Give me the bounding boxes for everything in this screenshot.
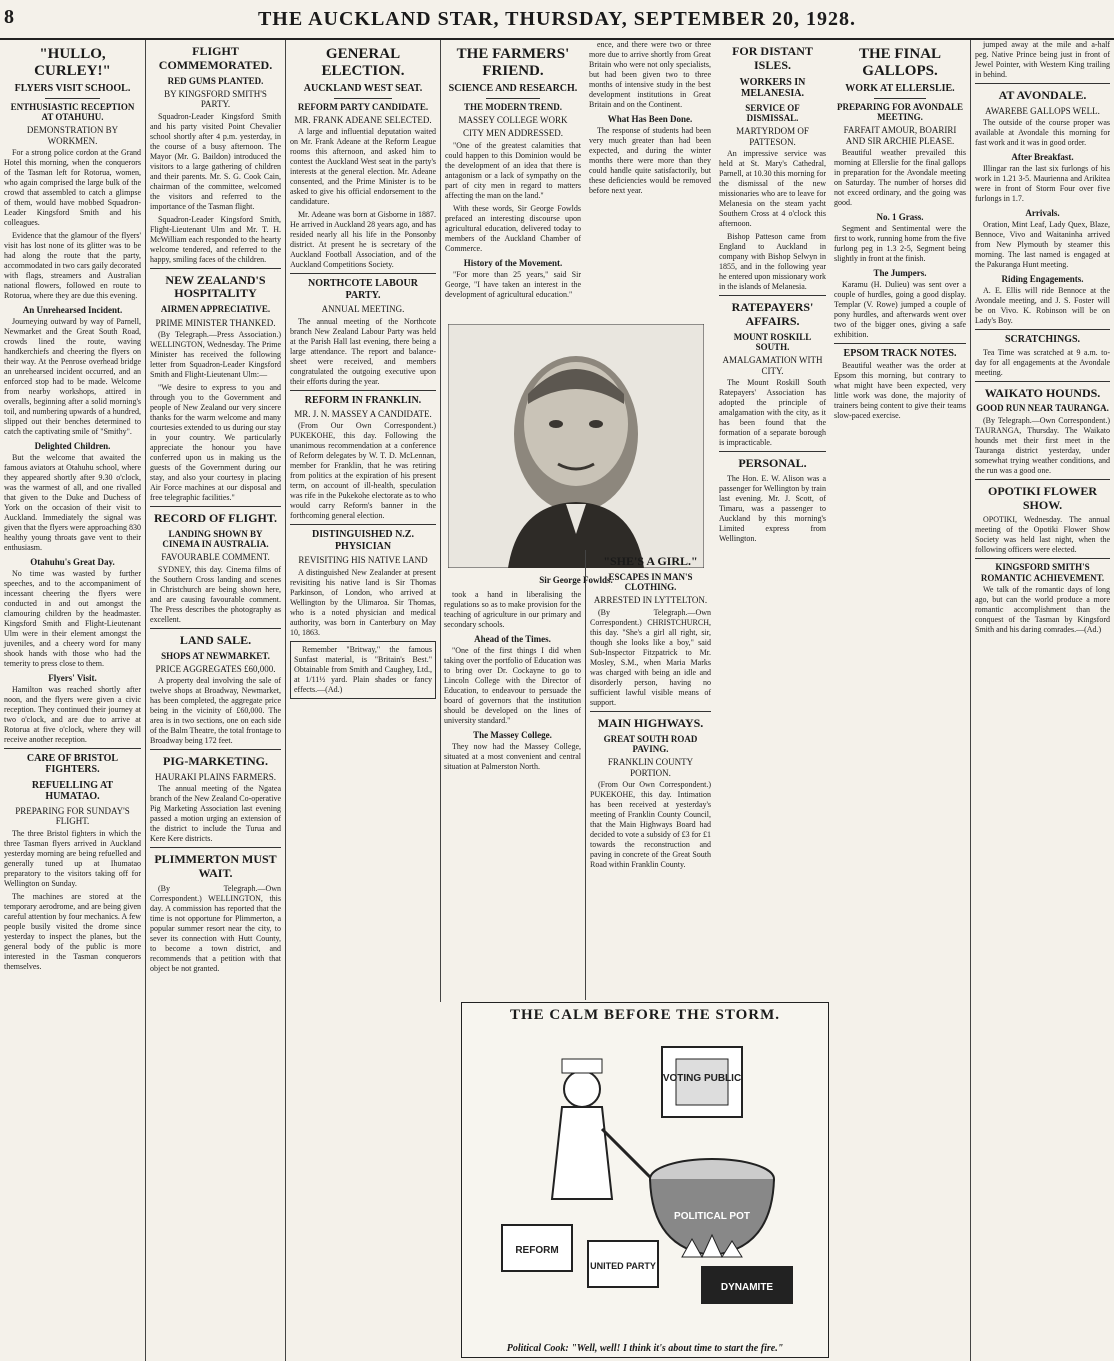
section-subhead: History of the Movement. [463, 257, 563, 268]
headline: FLIGHT COMMEMORATED. [158, 44, 273, 72]
divider [45, 98, 100, 99]
article-paragraph: The annual meeting of the Ngatea branch of the New Zealand Co-operative Pig Marketing Association last evening passed a motion urging an extension of the district to include the Turua and Kere Kere districts. [150, 784, 281, 844]
article-paragraph: (From Our Own Correspondent.) PUKEKOHE, this day. Intimation has been received at yesterday's meeting of Franklin County Council, that the Main Highways Board had decided to vote a subsidy of £3 for £1 towards the reconstruction and paving in concrete of the Great South Road within Franklin County. [590, 780, 711, 869]
headline: MAIN HIGHWAYS. [597, 715, 704, 730]
subheadline: AUCKLAND WEST SEAT. [303, 83, 423, 94]
headline: SCRATCHINGS. [1004, 334, 1081, 346]
page-number: 8 [4, 6, 14, 28]
headline: FOR DISTANT ISLES. [732, 44, 813, 72]
divider [834, 343, 966, 344]
article-paragraph: Squadron-Leader Kingsford Smith and his party visited Point Chevalier school shortly after 4 p.m. yesterday, in the course of a busy afternoon. The Mayor (Mr. G. Baildon) introduced the visitors to a large gathering of children and their parents. Mr. S. G. Cook Cain, chairman of the committee, welcomed the visitors and referred to the importance of the Tasman flight. [150, 111, 281, 211]
headline: DISTINGUISHED N.Z. PHYSICIAN [312, 529, 414, 552]
pot-label: POLITICAL POT [674, 1211, 750, 1222]
headline: NEW ZEALAND'S HOSPITALITY [165, 272, 266, 301]
subheadline: AIRMEN APPRECIATIVE. [160, 304, 271, 315]
divider [975, 381, 1110, 382]
article-paragraph: Bishop Patteson came from England to Auckland in company with Bishop Selwyn in 1855, and in the following year he entered upon missionary work in the islands of Melanesia. [719, 231, 826, 291]
political-cartoon [461, 1002, 829, 1358]
subheadline: MASSEY COLLEGE WORK [458, 114, 568, 125]
article-paragraph: No time was wasted by further speeches, and to the accompaniment of incessant cheering the flyers were conducted in and out amongst the clamouring children by the headmaster. Kingsford Smith and Flight-Lieutenant Ulm were in their element amongst the juveniles, and a cheery word for many shook hands with those who had the temerity to press close to them. [4, 568, 141, 668]
cartoon-drawing [462, 1029, 828, 1329]
subheadline: REFORM PARTY CANDIDATE. [297, 101, 429, 112]
article-paragraph: Evidence that the glamour of the flyers' visit has lost none of its glitter was to be had along the route that the party, accommodated in two cars gaily decorated with flags, streamers and Australian national flowers, followed en route to Rotorua, where they are due this evening. [4, 230, 141, 300]
section-subhead: Otahuhu's Great Day. [30, 556, 115, 567]
divider [4, 748, 141, 749]
article-paragraph: The Hon. E. W. Alison was a passenger for Wellington by train last evening. Mr. J. Scott, of Timaru, was a passenger to Auckland by this morning's Limited express from Wellington. [719, 473, 826, 543]
box-label-dynamite: DYNAMITE [720, 1282, 774, 1293]
article-paragraph: (By Telegraph.—Press Association.) WELLINGTON, Wednesday. The Prime Minister has received the following letter from Squadron-Leader Kingsford Smith and Flight-Lieutenant Ulm:— [150, 329, 281, 379]
headline: OPOTIKI FLOWER SHOW. [987, 483, 1097, 512]
subheadline: WORKERS IN MELANESIA. [739, 76, 806, 100]
article-paragraph: (By Telegraph.—Own Correspondent.) CHRISTCHURCH, this day. "She's a girl all right, sir, though she looks like a boy," said Sub-Inspector Fitzpatrick to Mr. Mosley, S.M., when Maria Marks was charged with being an idle and disorderly person, having no sufficient lawful visible means of support. [590, 607, 711, 707]
headline: PIG-MARKETING. [163, 754, 268, 769]
divider [290, 524, 436, 525]
booth-label: VOTING PUBLIC [662, 1073, 742, 1084]
subheadline: GOOD RUN NEAR TAURANGA. [976, 403, 1109, 414]
article-paragraph: But the welcome that awaited the famous aviators at Otahuhu school, where they appeared shortly after 9.30 o'clock, was the warmest of all, and one rivalled that given to the Duke and Duchess of York on the occasion of their visit to Auckland. Immediately the signal was given that the flyers were approaching 830 healthy young throats gave vent to their enthusiasm. [4, 452, 141, 552]
section-subhead: What Has Been Done. [607, 114, 693, 124]
divider [975, 558, 1110, 559]
article-paragraph: OPOTIKI, Wednesday. The annual meeting of the Opotiki Flower Show Society was held last night, when the following officers were elected. [975, 515, 1110, 555]
divider [290, 273, 436, 274]
subheadline: MR. J. N. MASSEY A CANDIDATE. [294, 409, 432, 420]
subheadline: RED GUMS PLANTED. [167, 75, 264, 86]
headline: AT AVONDALE. [998, 88, 1087, 102]
column-1 [0, 40, 145, 1361]
headline: "HULLO, CURLEY!" [34, 46, 111, 79]
masthead [0, 0, 1114, 40]
article-paragraph: A distinguished New Zealander at present revisiting his native land is Sir Thomas Parkinson, of London, who arrived at Wellington by the Ulimaroa. Sir Thomas, who is a noted physician and medical authority, was born in Canterbury on May 10, 1863. [290, 567, 436, 637]
headline: PERSONAL. [738, 455, 807, 470]
divider [719, 295, 826, 296]
headline: NORTHCOTE LABOUR PARTY. [308, 278, 418, 301]
subheadline: THE MODERN TREND. [463, 101, 563, 112]
article-paragraph: Journeying outward by way of Parnell, Newmarket and the Great South Road, crowds lined the route, waving handkerchiefs and cheering the flyers on their way. At the Penrose overhead bridge an unrehearsed incident occurred, and an enforced stop had to be made. Welcome from nearby workshops, attired in overalls, beginning after a solid morning's toil, and numbering upwards of a hundred, slipped out their benches determined to catch the captivating smile of "Smithy". [4, 316, 141, 436]
column-5-lower [585, 550, 715, 1000]
article-paragraph: Illingar ran the last six furlongs of his work in 1.21 3-5. Maurienna and Arikitea were in front of Storm Four over five furlongs in 1.7. [975, 164, 1110, 204]
article-paragraph: The outside of the course proper was available at Avondale this morning for fast work and it was in good order. [975, 118, 1110, 148]
subheadline: SCIENCE AND RESEARCH. [448, 83, 578, 94]
headline: PLIMMERTON MUST WAIT. [154, 852, 277, 881]
divider [975, 83, 1110, 84]
subheadline: REFUELLING AT HUMATAO. [31, 779, 114, 803]
subheadline: MOUNT ROSKILL SOUTH. [733, 331, 812, 352]
subheadline: DEMONSTRATION BY WORKMEN. [26, 125, 119, 146]
subheadline: FLYERS VISIT SCHOOL. [14, 83, 131, 94]
headline: EPSOM TRACK NOTES. [843, 347, 957, 359]
article-paragraph: Mr. Adeane was born at Gisborne in 1887. He arrived in Auckland 28 years ago, and has resided nearly all his life in the Ponsonby district. At present he is secretary of the Auckland Football Association, and of the Auckland Competitions Society. [290, 210, 436, 270]
article-paragraph: ence, and there were two or three more due to arrive shortly from Great Britain who were not only specialists, but had been given two to three months of intensive study in the best development institutions in Great Britain and on the Continent. [589, 40, 711, 109]
divider [874, 98, 927, 99]
article-paragraph: They now had the Massey College, situated at a most convenient and central situation at Palmerston North. [444, 742, 581, 771]
divider [486, 98, 540, 99]
article-paragraph: The three Bristol fighters in which the three Tasman flyers arrived in Auckland yesterday morning are being refuelled and generally tuned up at Ihumatao preparatory to the visitors taking off for Wellington on Sunday. [4, 828, 141, 888]
divider [590, 711, 711, 712]
article-paragraph: jumped away at the mile and a-half peg. Native Prince being just in front of Jewel Pointer, with Western King trailing in behind. [975, 40, 1110, 79]
divider [150, 268, 281, 269]
article-paragraph: For a strong police cordon at the Grand Hotel this morning, when the conquerors of the Tasman left for Rotorua, women, who again comprised the large bulk of the crowd that assembled to catch a glimpse of them, would have mobbed Squadron-Leader Kingsford Smith and his colleagues. [4, 147, 141, 227]
headline: GENERAL ELECTION. [321, 46, 405, 79]
article-paragraph: Oration, Mint Leaf, Lady Quex, Blaze, Bennoce, Vivo and Waitaninha arrived from New Plymouth by steamer this morning. The last named is engaged at the Pakuranga Hunt meeting. [975, 220, 1110, 270]
article-paragraph: The annual meeting of the Northcote branch New Zealand Labour Party was held at the Parish Hall last evening, there being a large attendance. The report and balance-sheet were received, and members congratulated the outgoing executive upon their efforts during the year. [290, 316, 436, 386]
subheadline: GREAT SOUTH ROAD PAVING. [603, 733, 698, 754]
article-paragraph: With these words, Sir George Fowlds prefaced an interesting discourse upon agricultural education, delivered today to members of the Auckland Chamber of Commerce. [445, 203, 581, 253]
subheadline: CITY MEN ADDRESSED. [463, 128, 563, 139]
article-paragraph: The response of students had been very much greater than had been expected, and during the winter months there were more than they could handle quite satisfactorily, but these deficiencies would be removed before next year. [589, 126, 711, 195]
divider [975, 479, 1110, 480]
section-subhead: After Breakfast. [1011, 152, 1074, 163]
article-paragraph: A. E. Ellis will ride Bennoce at the Avondale meeting, and J. S. Foster will be on Vivo. K. Robinson will be on Lady's Boy. [975, 286, 1110, 326]
divider [150, 847, 281, 848]
subheadline: FRANKLIN COUNTY PORTION. [607, 757, 694, 778]
divider [150, 749, 281, 750]
article-paragraph: (By Telegraph.—Own Correspondent.) TAURANGA, Thursday. The Waikato hounds met their first meet in the Tauranga district yesterday, under somewhat trying weather conditions, and the run was a good one. [975, 415, 1110, 475]
divider [975, 329, 1110, 330]
subheadline: PREPARING FOR AVONDALE MEETING. [837, 101, 963, 122]
section-subhead: Arrivals. [1025, 208, 1060, 219]
subheadline: ESCAPES IN MAN'S CLOTHING. [608, 571, 693, 593]
subheadline: AWAREBE GALLOPS WELL. [985, 105, 1100, 116]
column-4-lower [440, 590, 585, 1000]
subheadline: PREPARING FOR SUNDAY'S FLIGHT. [15, 805, 130, 827]
subheadline: MR. FRANK ADEANE SELECTED. [294, 114, 432, 125]
article-paragraph: "We desire to express to you and through you to the Government and people of New Zealand our very sincere thanks for the warm welcome and many courtesies extended to us during our stay in your country. We particularly appreciate the honour you have conferred upon us in making us the guests of the Government during our stay, and also your courtesy in placing Air Force machines at our disposal and free telegraphic facilities." [150, 382, 281, 502]
article-paragraph: An impressive service was held at St. Mary's Cathedral, Parnell, at 10.30 this morning for the dismissal of the new missionaries who are to leave for Melanesia on the steam yacht Southern Cross at 4 o'clock this afternoon. [719, 148, 826, 228]
subheadline: PRICE AGGREGATES £60,000. [155, 663, 276, 674]
section-subhead: Riding Engagements. [1001, 274, 1084, 285]
article-paragraph: Karamu (H. Dulieu) was sent over a couple of hurdles, going a good display. Templar (V. Rowe) jumped a couple of pony hurdles, and afterwards went over two of the bigger ones, giving a safe exhibition. [834, 279, 966, 339]
newspaper-title: THE AUCKLAND STAR, THURSDAY, SEPTEMBER 20, 1928. [257, 8, 857, 30]
box-label-reform: REFORM [515, 1245, 559, 1256]
article-paragraph: took a hand in liberalising the regulations so as to make provision for the teaching of agriculture in our primary and secondary schools. [444, 590, 581, 629]
subheadline: SERVICE OF DISMISSAL. [745, 102, 800, 123]
subheadline: BY KINGSFORD SMITH'S PARTY. [164, 88, 267, 110]
cartoon-caption: Political Cook: "Well, well! I think it's about time to start the fire." [506, 1343, 784, 1354]
column-3 [285, 40, 440, 1361]
article-paragraph: "One of the first things I did when taking over the portfolio of Education was to bring over Dr. Cockayne to go to Lincoln College with the Director of Education, to endeavour to persuade the board of governors that the institution should be developed on the lines of university standard." [444, 646, 581, 725]
section-subhead: The Jumpers. [873, 267, 927, 278]
subheadline: AMALGAMATION WITH CITY. [722, 355, 823, 376]
column-8 [970, 40, 1114, 1361]
subheadline: ENTHUSIASTIC RECEPTION AT OTAHUHU. [10, 101, 135, 122]
headline: THE FINAL GALLOPS. [858, 46, 942, 79]
cartoon-title: THE CALM BEFORE THE STORM. [509, 1007, 781, 1023]
subheadline: SHOPS AT NEWMARKET. [161, 650, 270, 661]
subheadline: KINGSFORD SMITH'S ROMANTIC ACHIEVEMENT. [980, 562, 1105, 583]
advertisement: We talk of the romantic days of long ago, but can the world produce a more romantic accomplishment than the conquest of the Tasman by Kingsford Smith and his daring comrades.—(Ad.) [975, 585, 1110, 635]
section-subhead: An Unrehearsed Incident. [22, 304, 123, 315]
section-subhead: No. 1 Grass. [876, 211, 924, 222]
advertisement: Remember "Britway," the famous Sunfast material, is "Britain's Best." Obtainable from Smith and Caughey, Ltd., at 1/11½ yard. Plain shades or fancy effects.—(Ad.) [290, 641, 436, 699]
headline: WAIKATO HOUNDS. [984, 385, 1101, 400]
headline: REFORM IN FRANKLIN. [304, 394, 422, 406]
subheadline: WORK AT ELLERSLIE. [845, 83, 955, 94]
column-2 [145, 40, 285, 1361]
divider [719, 451, 826, 452]
article-paragraph: A property deal involving the sale of twelve shops at Broadway, Newmarket, has been completed, the aggregate price being in the vicinity of £60,000. The area is in two sections, one on each side of the Balm Theatre, the total frontage to Broadway being 172 feet. [150, 676, 281, 746]
column-7 [830, 40, 970, 1361]
article-paragraph: The Mount Roskill South Ratepayers' Association has adopted the principle of amalgamation with the city, as it has been found that the formation of a separate borough is impracticable. [719, 377, 826, 447]
headline: "SHE'S A GIRL." [603, 554, 698, 568]
article-paragraph: The machines are stored at the temporary aerodrome, and are being given careful attention by four mechanics. A few people busily visited the drome since yesterday to inspect the planes, but the general body of the public is more interested in the Tasman conquerors themselves. [4, 891, 141, 971]
divider [150, 506, 281, 507]
subheadline: ANNUAL MEETING. [321, 304, 405, 315]
subheadline: REVISITING HIS NATIVE LAND [298, 555, 428, 566]
headline: RECORD OF FLIGHT. [153, 510, 277, 525]
divider [290, 390, 436, 391]
article-paragraph: Beautiful weather was the order at Epsom this morning, but contrary to what might have been expected, very little work was done, the majority of trainers being content to give their teams slow-paced exercise. [834, 361, 966, 421]
subheadline: LANDING SHOWN BY CINEMA IN AUSTRALIA. [162, 528, 269, 550]
section-subhead: Delighted Children. [34, 440, 111, 451]
headline: RATEPAYERS' AFFAIRS. [731, 299, 814, 328]
article-paragraph: (From Our Own Correspondent.) PUKEKOHE, this day. Following the unanimous recommendation at a conference of Reform delegates by W. T. D. McLennan, member for Franklin, that he was retiring from politics at the expiration of his present term, on account of ill-health, speculation was rife in the Pukekohe electorate as to who would carry Reform's banner in the forthcoming general election. [290, 421, 436, 521]
photo-caption: Sir George Fowlds. [539, 575, 613, 585]
divider [334, 98, 392, 99]
divider [150, 628, 281, 629]
article-paragraph: (By Telegraph.—Own Correspondent.) WELLINGTON, this day. A commission has reported that the time is not opportune for Plimmerton, a popular summer resort near the city, to sever its connection with Hutt County, to become a town district, and recommends that a petition with that object be not granted. [150, 883, 281, 973]
headline: LAND SALE. [179, 632, 252, 647]
subheadline: FAVOURABLE COMMENT. [161, 552, 270, 563]
subheadline: MARTYRDOM OF PATTESON. [736, 126, 809, 147]
subheadline: FARFAIT AMOUR, BOARIRI AND SIR ARCHIE PLEASE. [843, 125, 957, 146]
article-paragraph: Squadron-Leader Kingsford Smith, Flight-Lieutenant Ulm and Mr. T. H. McWilliam each responded to the hearty welcome tendered, and referred to the happy, smiling faces of the children. [150, 214, 281, 264]
column-6 [715, 40, 830, 1002]
headline: THE FARMERS' FRIEND. [456, 46, 570, 79]
section-subhead: The Massey College. [473, 730, 552, 740]
box-label-united: UNITED PARTY [590, 1261, 656, 1271]
article-paragraph: Beautiful weather prevailed this morning at Ellerslie for the final gallops in preparation for the Avondale meeting on Saturday. The number of horses did not exceed ordinary, and the going was good. [834, 147, 966, 207]
subheadline: ARRESTED IN LYTTELTON. [593, 595, 708, 606]
article-paragraph: "For more than 25 years," said Sir George, "I have taken an interest in the development of agricultural education." [445, 269, 581, 299]
article-paragraph: Tea Time was scratched at 9 a.m. to-day for all engagements at the Avondale meeting. [975, 347, 1110, 377]
article-paragraph: Segment and Sentimental were the first to work, running home from the five furlong peg in 1.3 2-5, Segment being slightly in front at the finish. [834, 223, 966, 263]
headline: CARE OF BRISTOL FIGHTERS. [26, 752, 119, 776]
article-paragraph: SYDNEY, this day. Cinema films of the Southern Cross landing and scenes in Christchurch are being shown here, and are causing favourable comment. The Press describes the photography as excellent. [150, 564, 281, 624]
article-paragraph: Hamilton was reached shortly after noon, and the flyers were given a civic reception. They continued their journey at two o'clock, and are due to arrive at Rotorua at five o'clock, where they will receive another reception. [4, 684, 141, 744]
subheadline: PRIME MINISTER THANKED. [155, 317, 276, 328]
section-subhead: Ahead of the Times. [474, 634, 551, 644]
subheadline: HAURAKI PLAINS FARMERS. [154, 772, 277, 783]
section-subhead: Flyers' Visit. [48, 672, 97, 683]
article-paragraph: A large and influential deputation waited on Mr. Frank Adeane at the Reform League rooms this afternoon, and asked him to contest the Auckland West seat in the party's interests at the general election. Mr. Adeane consented, and the Prime Minister is to be asked to give his official endorsement to the candidature. [290, 127, 436, 207]
article-paragraph: "One of the greatest calamities that could happen to this Dominion would be the development of an idea that there is antagonism or a lack of sympathy on the part of city men in regard to matters affecting the man on the land." [445, 140, 581, 200]
